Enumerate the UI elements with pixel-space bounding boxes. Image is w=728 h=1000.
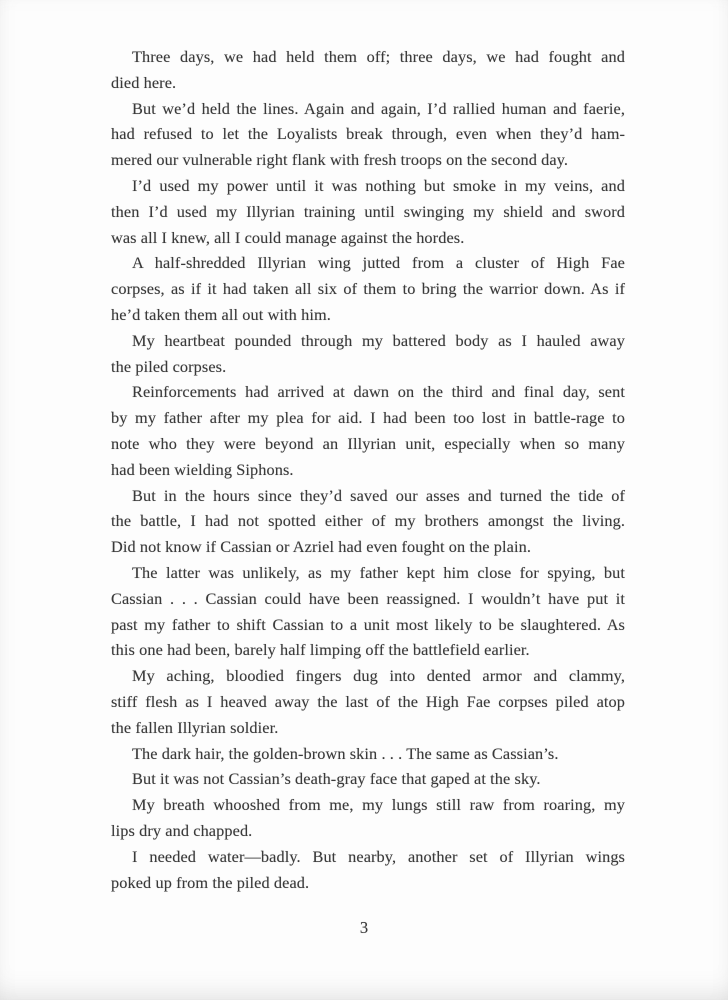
text-line: died here. xyxy=(111,72,177,92)
text-line: lips dry and chapped. xyxy=(111,820,253,840)
paragraph xyxy=(111,663,625,740)
paragraph xyxy=(111,44,625,96)
paragraph xyxy=(111,250,625,327)
page-number: 3 xyxy=(359,918,369,937)
paragraph xyxy=(111,483,625,560)
text-line: But in the hours since they’d saved our asses and turned the tide of xyxy=(132,485,625,505)
text-line: The latter was unlikely, as my father kept him close for spying, but xyxy=(132,562,625,582)
text-line: The dark hair, the golden-brown skin . . . The same as Cassian’s. xyxy=(132,743,559,763)
paragraph xyxy=(111,844,625,896)
paragraph xyxy=(111,96,625,173)
text-line: the piled corpses. xyxy=(111,356,227,376)
text-line: Cassian . . . Cassian could have been reassigned. I wouldn’t have put it xyxy=(111,588,625,608)
text-line: My aching, bloodied fingers dug into dented armor and clammy, xyxy=(132,666,625,686)
text-line: this one had been, barely half limping off the battlefield earlier. xyxy=(111,640,530,660)
paragraph xyxy=(111,379,625,482)
text-line: Did not know if Cassian or Azriel had even fought on the plain. xyxy=(111,537,532,557)
text-line: corpses, as if it had taken all six of them to bring the warrior down. As if xyxy=(111,279,625,299)
text-line: mered our vulnerable right flank with fresh troops on the second day. xyxy=(111,150,569,170)
text-line: A half-shredded Illyrian wing jutted from a cluster of High Fae xyxy=(132,253,625,273)
text-line: Three days, we had held them off; three days, we had fought and xyxy=(132,47,625,66)
text-line: by my father after my plea for aid. I had been too lost in battle-rage to xyxy=(111,408,625,428)
text-line: had been wielding Siphons. xyxy=(111,459,294,479)
text-line: was all I knew, all I could manage against the hordes. xyxy=(111,227,465,247)
text-line: But it was not Cassian’s death-gray face that gaped at the sky. xyxy=(132,769,541,789)
text-block xyxy=(111,44,625,895)
text-line: Reinforcements had arrived at dawn on the third and final day, sent xyxy=(132,382,625,402)
paragraph xyxy=(111,741,625,767)
paragraph xyxy=(111,766,625,792)
text-line: I needed water—badly. But nearby, another set of Illyrian wings xyxy=(132,846,625,866)
paragraph xyxy=(111,328,625,380)
text-line: then I’d used my Illyrian training until swinging my shield and sword xyxy=(111,201,625,221)
text-line: poked up from the piled dead. xyxy=(111,872,310,892)
text-line: My heartbeat pounded through my battered body as I hauled away xyxy=(132,330,625,350)
paragraph xyxy=(111,173,625,250)
text-line: past my father to shift Cassian to a unit most likely to be slaughtered. As xyxy=(111,614,625,634)
text-line: the fallen Illyrian soldier. xyxy=(111,717,279,737)
paragraph xyxy=(111,792,625,844)
text-line: he’d taken them all out with him. xyxy=(111,304,331,324)
text-line: My breath whooshed from me, my lungs still raw from roaring, my xyxy=(132,795,625,815)
text-line: had refused to let the Loyalists break through, even when they’d ham- xyxy=(111,124,625,144)
text-line: the battle, I had not spotted either of my brothers amongst the living. xyxy=(111,511,625,531)
text-line: I’d used my power until it was nothing but smoke in my veins, and xyxy=(132,175,625,195)
text-line: stiff flesh as I heaved away the last of the High Fae corpses piled atop xyxy=(111,691,625,711)
text-line: But we’d held the lines. Again and again, I’d rallied human and faerie, xyxy=(132,98,625,118)
text-line: note who they were beyond an Illyrian unit, especially when so many xyxy=(111,433,625,453)
paragraph xyxy=(111,560,625,663)
